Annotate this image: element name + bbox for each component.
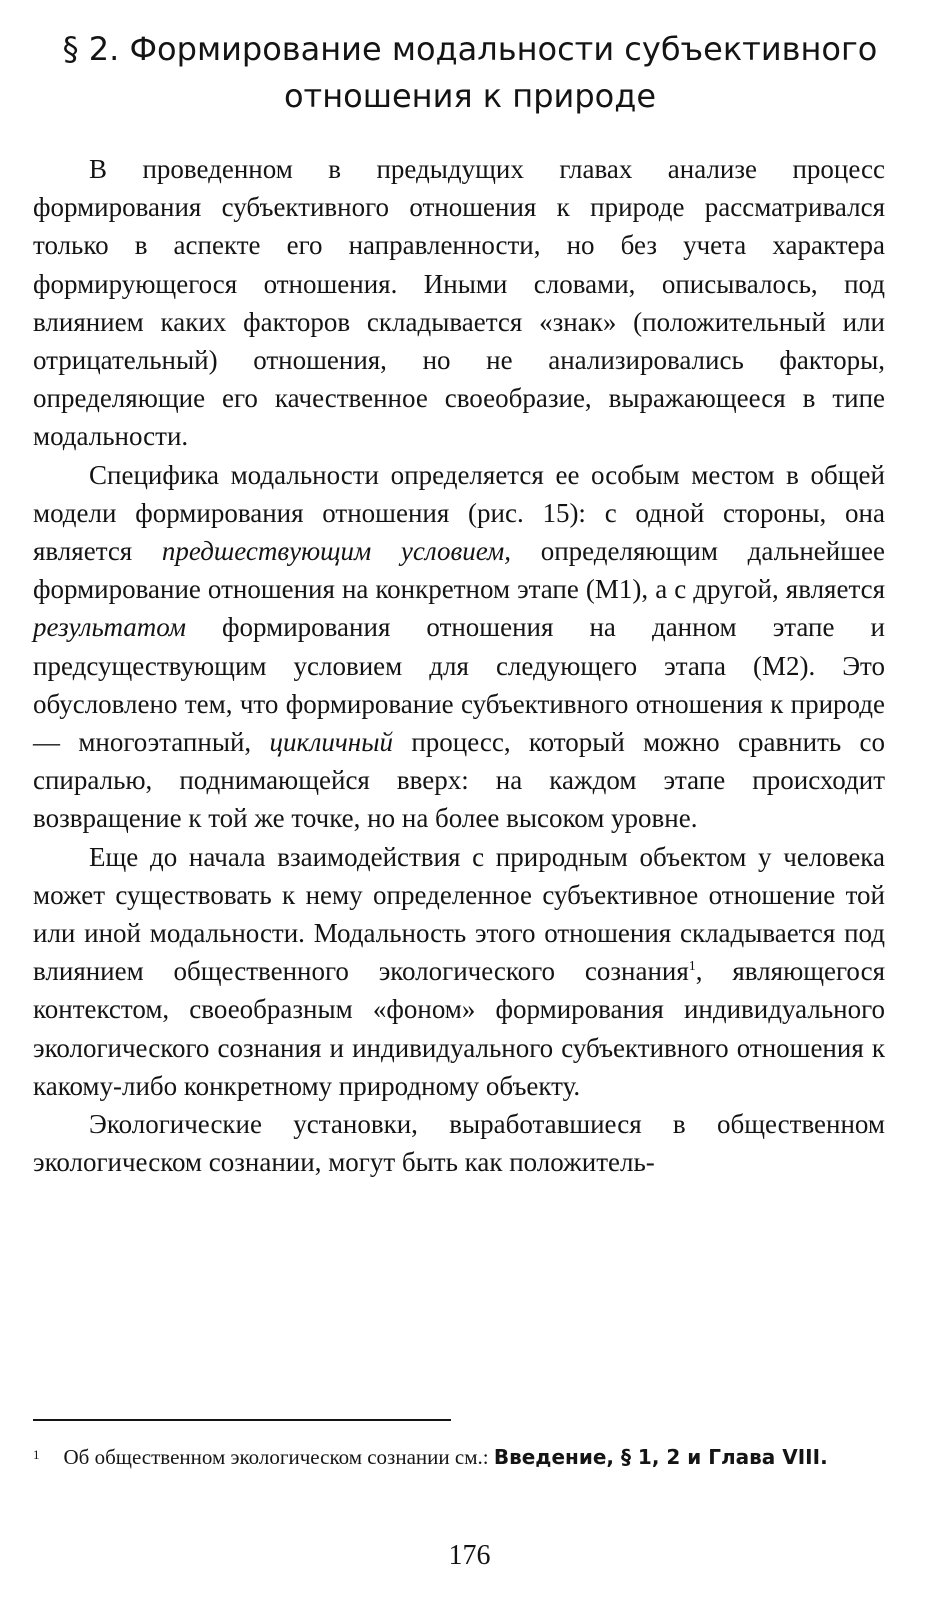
- paragraph-2-text-a: Специфика модальности определяется ее особым местом в общей модели формирования отношения (рис. 15): с одной стороны, она является: [33, 459, 885, 567]
- paragraph-4: Экологические установки, выработавшиеся в общественном экологическом сознании, могут быть как положитель-: [33, 1109, 885, 1178]
- footnote-reference-text: Введение, § 1, 2 и Глава VIII.: [493, 1445, 828, 1469]
- emphasis-preceding-condition: предшествующим условием,: [161, 536, 512, 567]
- footnote-reference: 1: [688, 959, 696, 975]
- paragraph-2: [33, 456, 885, 838]
- paragraph-2-text-c: определяющим дальнейшее формирование отношения на конкретном этапе (М1), а с другой, является: [33, 536, 885, 605]
- paragraph-3-text-a: Еще до начала взаимодействия с природным объектом у человека может существовать к нему определенное субъективное отношение той или иной модальности. Модальность этого отношения складывается под влиянием общественного экологического сознания: [33, 841, 885, 987]
- paragraph-3-text-b: , являющегося контекстом, своеобразным «фоном» формирования индивидуального экологического сознания и индивидуального субъективного отношения к какому-либо конкретному природному объекту.: [33, 956, 885, 1101]
- footnote-mark: 1: [33, 1447, 40, 1462]
- page-number: 176: [448, 1540, 491, 1571]
- paragraph-1: В проведенном в предыдущих главах анализе процесс формирования субъективного отношения к природе рассматривался только в аспекте его направленности, но без учета характера формирующегося отношения. Иными словами, описывалось, под влиянием каких факторов складывается «знак» (положительный или отрицательный) отношения, но не анализировались факторы, определяющие его качественное своеобразие, выражающееся в типе модальности.: [33, 154, 885, 452]
- section-heading-line-1: § 2. Формирование модальности субъективного: [62, 30, 878, 68]
- paragraph-2-text-e: формирования отношения на данном этапе и предсуществующим условием для следующего этапа (М2). Это обусловлено тем, что формирование субъективного отношения к природе — многоэтапный,: [33, 612, 885, 758]
- section-heading-line-2: отношения к природе: [283, 77, 657, 115]
- emphasis-result: результатом: [33, 612, 186, 643]
- paragraph-3: [33, 838, 885, 1105]
- footnote-text: Об общественном экологическом сознании см.:: [63, 1445, 494, 1469]
- footnote-divider: [33, 1419, 451, 1421]
- paragraph-2-text-g: процесс, который можно сравнить со спиралью, поднимающейся вверх: на каждом этапе происходит возвращение к той же точке, но на более высоком уровне.: [33, 727, 885, 834]
- emphasis-cyclic: цикличный: [269, 727, 393, 758]
- body-text: [33, 150, 885, 1181]
- footnote: [33, 1440, 885, 1474]
- section-heading: [30, 26, 910, 120]
